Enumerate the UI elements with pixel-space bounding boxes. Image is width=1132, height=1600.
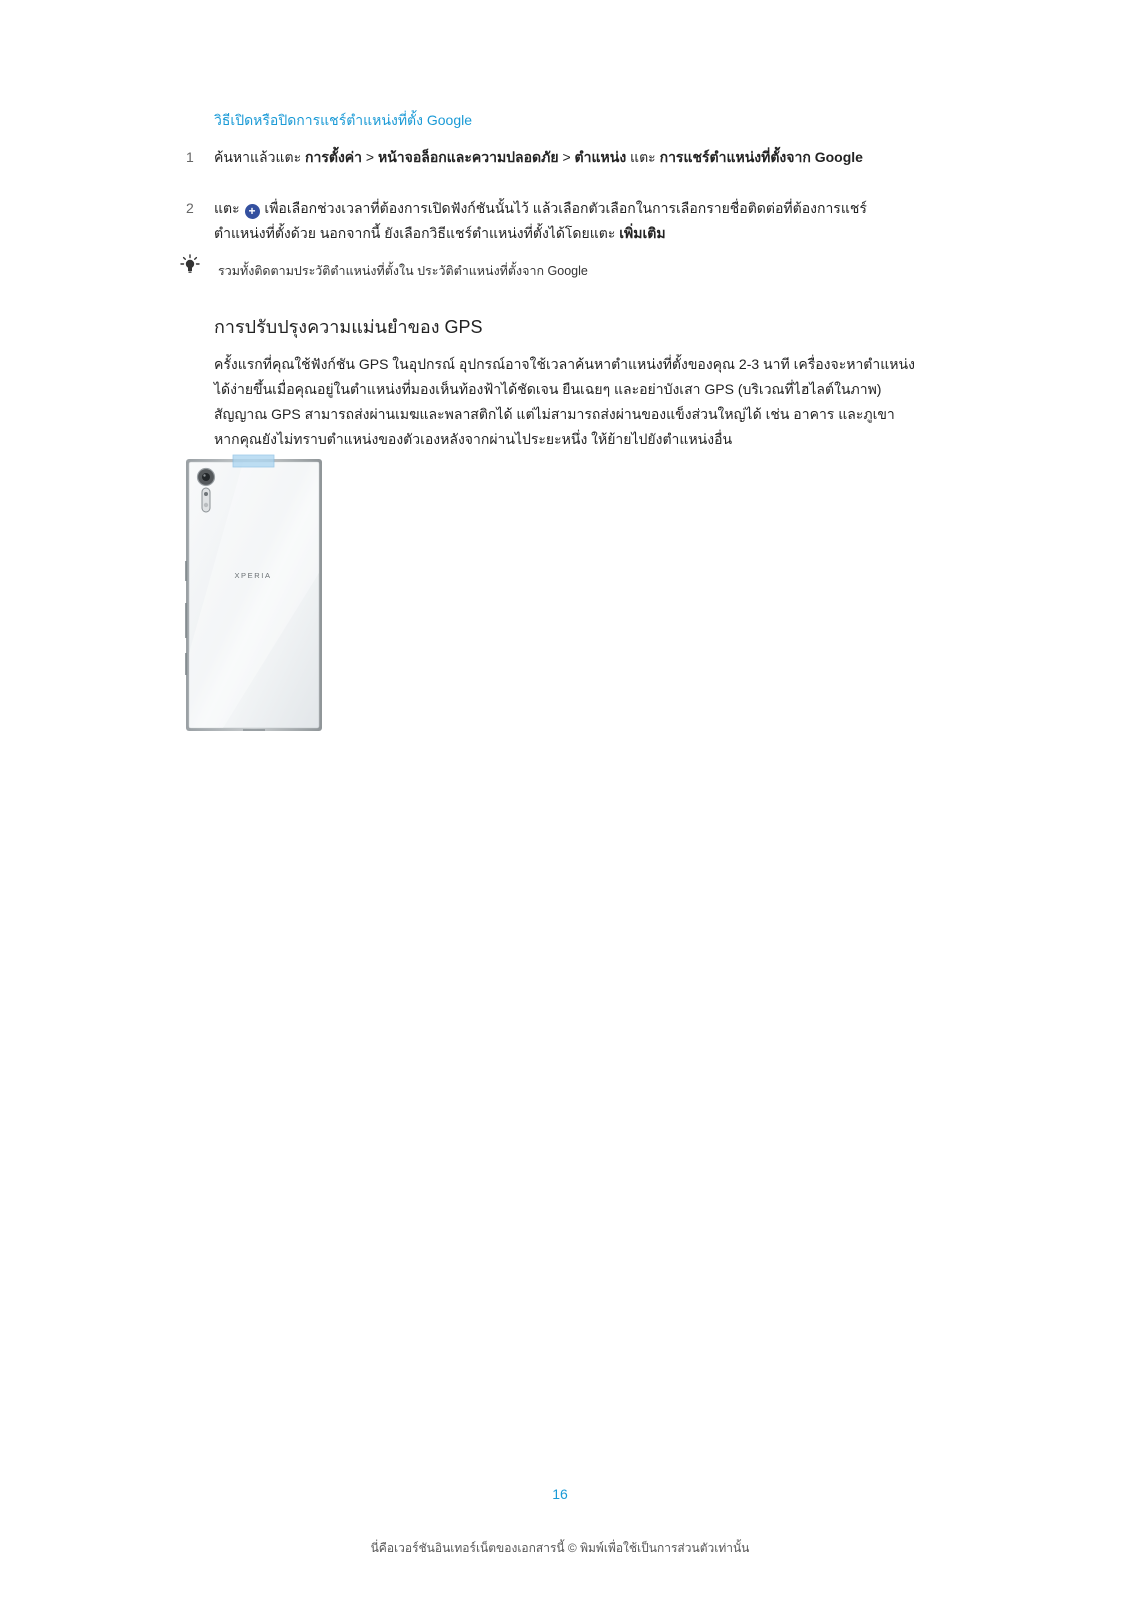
step-text-segment: เพื่อเลือกช่วงเวลาที่ต้องการเปิดฟังก์ชันนั้นไว้ แล้วเลือกตัวเลือกในการเลือกรายชื่อติดต่อที่ต้องการแชร์ตำแหน่งที่ตั้งด้วย นอกจากนี้ ยังเลือกวิธีแชร์ตำแหน่งที่ตั้งได้โดยแตะ xyxy=(214,200,867,241)
flash xyxy=(202,488,210,512)
step-text xyxy=(214,196,934,246)
step-text-segment: แตะ xyxy=(626,149,660,165)
menu-path-item: การตั้งค่า xyxy=(305,149,363,165)
menu-path-item: หน้าจอล็อกและความปลอดภัย xyxy=(378,149,559,165)
body-paragraph xyxy=(214,352,936,452)
paragraph-line: สัญญาณ GPS สามารถส่งผ่านเมฆและพลาสติกได้ แต่ไม่สามารถส่งผ่านของแข็งส่วนใหญ่ได้ เช่น อาคาร และภูเขา xyxy=(214,406,895,422)
step-number: 1 xyxy=(186,149,194,165)
flash-led xyxy=(204,503,208,507)
step-text-segment: ค้นหาแล้วแตะ xyxy=(214,149,306,165)
step-text-segment: > xyxy=(558,149,575,165)
footer-note: นี่คือเวอร์ชันอินเทอร์เน็ตของเอกสารนี้ © พิมพ์เพื่อใช้เป็นการส่วนตัวเท่านั้น xyxy=(370,1541,750,1555)
lightbulb-icon xyxy=(179,254,201,276)
brand-logo: XPERIA xyxy=(234,571,272,580)
menu-path-item: ตำแหน่ง xyxy=(574,149,627,165)
section-heading-location-sharing: วิธีเปิดหรือปิดการแชร์ตำแหน่งที่ตั้ง Google xyxy=(214,112,473,128)
camera-lens-glint xyxy=(203,474,205,476)
step-number: 2 xyxy=(186,200,194,216)
camera-lens-inner xyxy=(202,473,210,481)
step-text-segment: แตะ xyxy=(214,200,244,216)
section-heading-gps-accuracy: การปรับปรุงความแม่นยำของ GPS xyxy=(214,317,483,337)
step-item xyxy=(186,196,936,246)
page-number: 16 xyxy=(552,1486,568,1502)
step-text-segment: > xyxy=(362,149,378,165)
flash-sensor xyxy=(204,492,208,496)
more-option-label: เพิ่มเติม xyxy=(619,225,666,241)
paragraph-line: ได้ง่ายขึ้นเมื่อคุณอยู่ในตำแหน่งที่มองเห็นท้องฟ้าได้ชัดเจน ยืนเฉยๆ และอย่าบังเสา GPS (บริเวณที่ไฮไลต์ในภาพ) xyxy=(214,381,882,397)
gps-antenna-highlight xyxy=(233,455,274,467)
step-text xyxy=(214,145,934,170)
tip-text: รวมทั้งติดตามประวัติตำแหน่งที่ตั้งใน ประวัติตำแหน่งที่ตั้งจาก Google xyxy=(218,264,588,278)
phone-figure xyxy=(183,453,325,735)
add-icon: + xyxy=(245,204,260,219)
paragraph-line: หากคุณยังไม่ทราบตำแหน่งของตัวเองหลังจากผ่านไประยะหนึ่ง ให้ย้ายไปยังตำแหน่งอื่น xyxy=(214,431,733,447)
paragraph-line: ครั้งแรกที่คุณใช้ฟังก์ชัน GPS ในอุปกรณ์ อุปกรณ์อาจใช้เวลาค้นหาตำแหน่งที่ตั้งของคุณ 2-3 นาที เครื่องจะหาตำแหน่ง xyxy=(214,356,915,372)
step-item xyxy=(186,145,936,170)
menu-path-item: การแชร์ตำแหน่งที่ตั้งจาก Google xyxy=(659,149,863,165)
